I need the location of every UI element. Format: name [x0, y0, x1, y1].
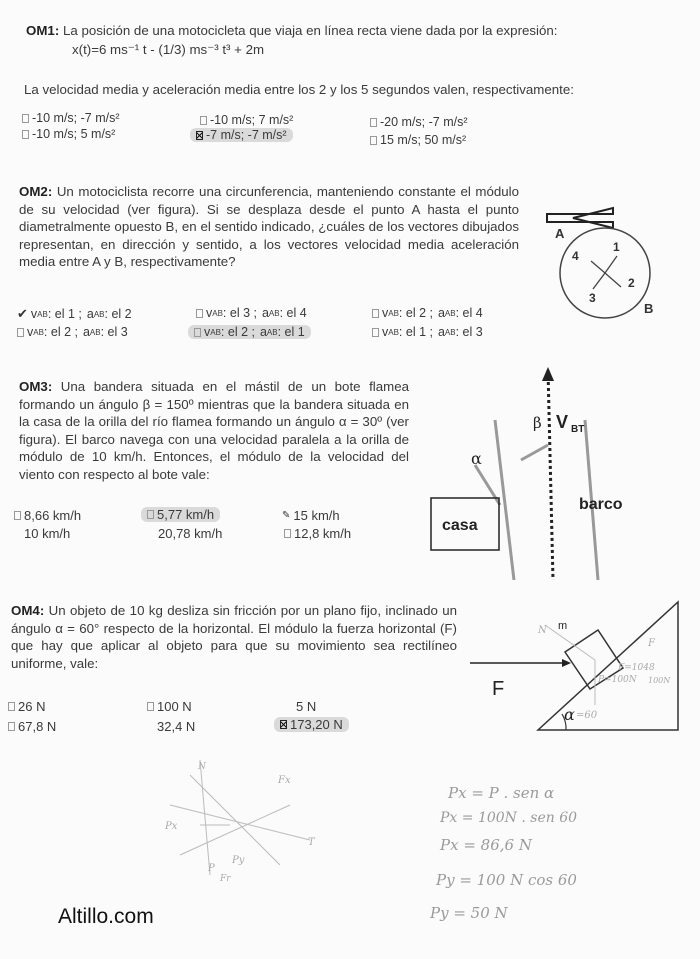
a-symbol: a: [437, 306, 445, 320]
checkbox[interactable]: [14, 529, 21, 538]
a-symbol: a: [437, 325, 445, 339]
om3-label: OM3:: [19, 379, 53, 394]
sketch-fx: Fx: [278, 775, 291, 786]
om2-option-5-highlighted[interactable]: [188, 325, 311, 339]
sketch-diagonal-2: [180, 805, 290, 855]
om4-incline-figure: [470, 590, 685, 740]
hand-n: N: [538, 625, 547, 636]
boat-flag: [521, 445, 548, 460]
v-symbol: v: [204, 325, 211, 339]
a-symbol: a: [82, 325, 90, 339]
om1-option-4[interactable]: [22, 127, 115, 141]
sketch-axis-incline: [170, 805, 310, 840]
v-subscript: AB: [212, 308, 223, 318]
handwritten-note-2: Px = 100N . sen 60: [440, 810, 578, 826]
handwritten-sketch: [160, 755, 330, 885]
handwritten-note-3: Px = 86,6 N: [440, 836, 532, 854]
om3-question-text: Una bandera situada en el mástil de un bote flamea formando un ángulo β = 150º mientras que la bandera situada en la casa de la orilla del río flamea formando un ángulo α = 30º (ver figura). El barco navega con una velocidad paralela a la orilla de módulo de 10 km/h. Entonces, el módulo de la velocidad del viento con respecto al bote vale:: [19, 379, 409, 482]
checkbox[interactable]: [372, 309, 379, 318]
v-text: : el 1 ;: [398, 325, 433, 339]
a-text: : el 1: [277, 325, 305, 339]
handwritten-note-1: Px = P . sen α: [448, 784, 555, 802]
alpha-label: α: [471, 449, 482, 468]
om3-river-figure: [428, 365, 648, 585]
checkbox[interactable]: [370, 118, 377, 127]
om1-option-1[interactable]: [22, 111, 120, 125]
arrow-head-icon: [542, 367, 554, 381]
sketch-normal-line: [545, 625, 595, 660]
om2-circle-figure: [545, 200, 665, 320]
option-text: 8,66 km/h: [24, 508, 82, 523]
checkbox[interactable]: [148, 529, 155, 538]
option-text: 12,8 km/h: [294, 526, 352, 541]
sketch-py: Py: [232, 855, 245, 866]
handwritten-note-4: Py = 100 N cos 60: [436, 871, 577, 889]
om1-formula: x(t)=6 ms⁻¹ t - (1/3) ms⁻³ t³ + 2m: [72, 42, 265, 57]
checkbox[interactable]: [286, 702, 293, 711]
option-text: 15 m/s; 50 m/s²: [380, 133, 467, 147]
a-subscript: AB: [266, 327, 278, 337]
direction-arrow-icon: [547, 208, 613, 228]
v-text: : el 2 ;: [43, 325, 78, 339]
check-mark-icon[interactable]: ✔: [17, 306, 28, 321]
om1-statement-text: La posición de una motocicleta que viaja en línea recta viene dada por la expresión:: [62, 23, 558, 38]
house-flag: [475, 465, 500, 505]
om1-label: OM1:: [26, 23, 60, 38]
om3-option-3-marked[interactable]: [282, 508, 340, 523]
om4-option-3[interactable]: [286, 699, 316, 714]
force-label: F: [492, 678, 505, 700]
om1-option-6[interactable]: [370, 133, 466, 147]
a-text: : el 4: [455, 306, 483, 320]
checkbox[interactable]: [22, 114, 29, 123]
boat-path-dotted: [548, 370, 553, 580]
checkbox[interactable]: [17, 328, 24, 337]
om3-option-2-highlighted[interactable]: [141, 507, 220, 522]
om1-question: La velocidad media y aceleración media entre los 2 y los 5 segundos valen, respectivamente:: [24, 82, 574, 97]
a-text: : el 3: [100, 325, 128, 339]
option-text: -10 m/s; 5 m/s²: [32, 127, 116, 141]
om3-option-1[interactable]: [14, 508, 81, 523]
v-subscript: AB: [210, 327, 221, 337]
om2-question-text: Un motociclista recorre una circunferencia, manteniendo constante el módulo de su velocidad (ver figura). Si se desplaza desde el punto A hasta el punto diametralmente opuesto B, en el sentido indicado, ¿cuáles de los vectores dibujados representan, en dirección y sentido, a los vectores velocidad media aceleración media entre A y B, respectivamente?: [19, 184, 519, 269]
option-text: -10 m/s; -7 m/s²: [32, 111, 120, 125]
checkbox[interactable]: [8, 722, 15, 731]
option-text: 173,20 N: [290, 717, 343, 732]
footer-watermark: Altillo.com: [58, 905, 154, 928]
om1-option-2[interactable]: [200, 113, 293, 127]
vector-2: [605, 273, 621, 287]
option-text: 32,4 N: [157, 719, 196, 734]
option-text: 67,8 N: [18, 719, 57, 734]
hand-p: P=100N: [598, 675, 637, 685]
checkbox[interactable]: [147, 510, 154, 519]
om2-option-3[interactable]: [372, 306, 483, 320]
mass-label: m: [558, 620, 568, 632]
a-symbol: a: [261, 306, 269, 320]
option-text: -7 m/s; -7 m/s²: [206, 128, 287, 142]
vector-3: [593, 273, 605, 289]
point-b-label: B: [644, 301, 654, 316]
v-symbol: v: [27, 325, 34, 339]
checked-checkbox[interactable]: [196, 131, 203, 140]
pen-mark-icon[interactable]: ✎: [282, 510, 291, 521]
vector-label-3: 3: [589, 291, 596, 305]
sketch-t: T: [308, 837, 315, 848]
option-text: 100 N: [157, 699, 192, 714]
sketch-fr: Fr: [220, 874, 231, 884]
hand-angle: =60: [576, 710, 598, 721]
vector-label-4: 4: [572, 249, 579, 263]
checkbox[interactable]: [22, 130, 29, 139]
v-symbol: v: [382, 306, 389, 320]
checkbox[interactable]: [8, 702, 15, 711]
handwritten-note-5: Py = 50 N: [430, 904, 508, 922]
option-text: -20 m/s; -7 m/s²: [380, 115, 468, 129]
boat-label: barco: [579, 496, 623, 513]
checkbox[interactable]: [147, 702, 154, 711]
om2-option-2[interactable]: [196, 306, 307, 320]
option-text: 20,78 km/h: [158, 526, 223, 541]
vector-1: [605, 256, 617, 273]
om4-question: [11, 602, 457, 672]
vector-label-2: 2: [628, 276, 635, 290]
sketch-axis-vertical: [200, 760, 210, 875]
vector-label-1: 1: [613, 240, 620, 254]
checkbox[interactable]: [372, 328, 379, 337]
om3-question: [19, 378, 409, 483]
v-text: : el 2 ;: [220, 325, 255, 339]
a-symbol: a: [86, 307, 94, 321]
hand-fx: F=1048: [618, 663, 655, 673]
a-text: : el 3: [455, 325, 483, 339]
house-label: casa: [442, 517, 478, 534]
velocity-subscript: BT: [571, 424, 585, 435]
om4-option-1[interactable]: [8, 699, 45, 714]
om2-question: [19, 183, 519, 271]
v-subscript: AB: [388, 308, 399, 318]
option-text: 15 km/h: [293, 508, 340, 523]
om1-option-5-selected[interactable]: [190, 128, 293, 142]
om4-option-5[interactable]: [147, 719, 195, 734]
om4-question-text: Un objeto de 10 kg desliza sin fricción por un plano fijo, inclinado un ángulo α = 60° respecto de la horizontal. El módulo la fuerza horizontal (F) que hay que aplicar al objeto para que su movimiento sea rectilíneo uniforme, vale:: [11, 603, 457, 671]
v-text: : el 1 ;: [47, 307, 82, 321]
hand-ny: 100N: [648, 676, 671, 685]
om4-label: OM4:: [11, 603, 45, 618]
v-subscript: AB: [33, 327, 44, 337]
v-text: : el 3 ;: [222, 306, 257, 320]
option-text: 5 N: [296, 699, 317, 714]
option-text: -10 m/s; 7 m/s²: [210, 113, 294, 127]
hand-f: F: [648, 638, 655, 649]
v-symbol: v: [382, 325, 389, 339]
om1-option-3[interactable]: [370, 115, 468, 129]
om3-option-5[interactable]: [148, 526, 222, 541]
sketch-p: P: [208, 863, 215, 874]
sketch-px: Px: [165, 821, 178, 832]
checkbox[interactable]: [147, 722, 154, 731]
a-text: : el 2: [104, 307, 132, 321]
option-text: 26 N: [18, 699, 46, 714]
om2-label: OM2:: [19, 184, 53, 199]
checked-checkbox[interactable]: [280, 720, 287, 729]
option-text: 5,77 km/h: [157, 507, 215, 522]
v-subscript: AB: [388, 327, 399, 337]
alpha-label: α: [564, 705, 575, 724]
om1-statement: [26, 22, 646, 40]
om4-option-6-selected[interactable]: [274, 717, 349, 732]
v-text: : el 2 ;: [398, 306, 433, 320]
sketch-n: N: [198, 762, 206, 772]
velocity-label: V: [556, 412, 569, 432]
om4-option-4[interactable]: [8, 719, 56, 734]
checkbox[interactable]: [284, 529, 291, 538]
point-a-label: A: [555, 226, 565, 241]
beta-label: β: [533, 414, 542, 432]
checkbox[interactable]: [194, 328, 201, 337]
a-subscript: AB: [444, 327, 456, 337]
a-subscript: AB: [93, 309, 105, 319]
om4-option-2[interactable]: [147, 699, 192, 714]
om2-option-6[interactable]: [372, 325, 483, 339]
v-subscript: AB: [37, 309, 48, 319]
checkbox[interactable]: [370, 136, 377, 145]
om2-option-1-selected[interactable]: [17, 306, 132, 322]
checkbox[interactable]: [200, 116, 207, 125]
sketch-diagonal: [190, 775, 280, 865]
vector-4: [591, 261, 605, 273]
a-subscript: AB: [444, 308, 456, 318]
checkbox[interactable]: [196, 309, 203, 318]
option-text: 10 km/h: [24, 526, 71, 541]
om3-option-6[interactable]: [284, 526, 351, 541]
checkbox[interactable]: [14, 511, 21, 520]
a-subscript: AB: [268, 308, 280, 318]
a-text: : el 4: [279, 306, 307, 320]
om2-option-4[interactable]: [17, 325, 128, 339]
v-symbol: v: [30, 307, 38, 321]
om3-option-4[interactable]: [14, 526, 70, 541]
v-symbol: v: [206, 306, 213, 320]
a-subscript: AB: [89, 327, 101, 337]
a-symbol: a: [259, 325, 267, 339]
